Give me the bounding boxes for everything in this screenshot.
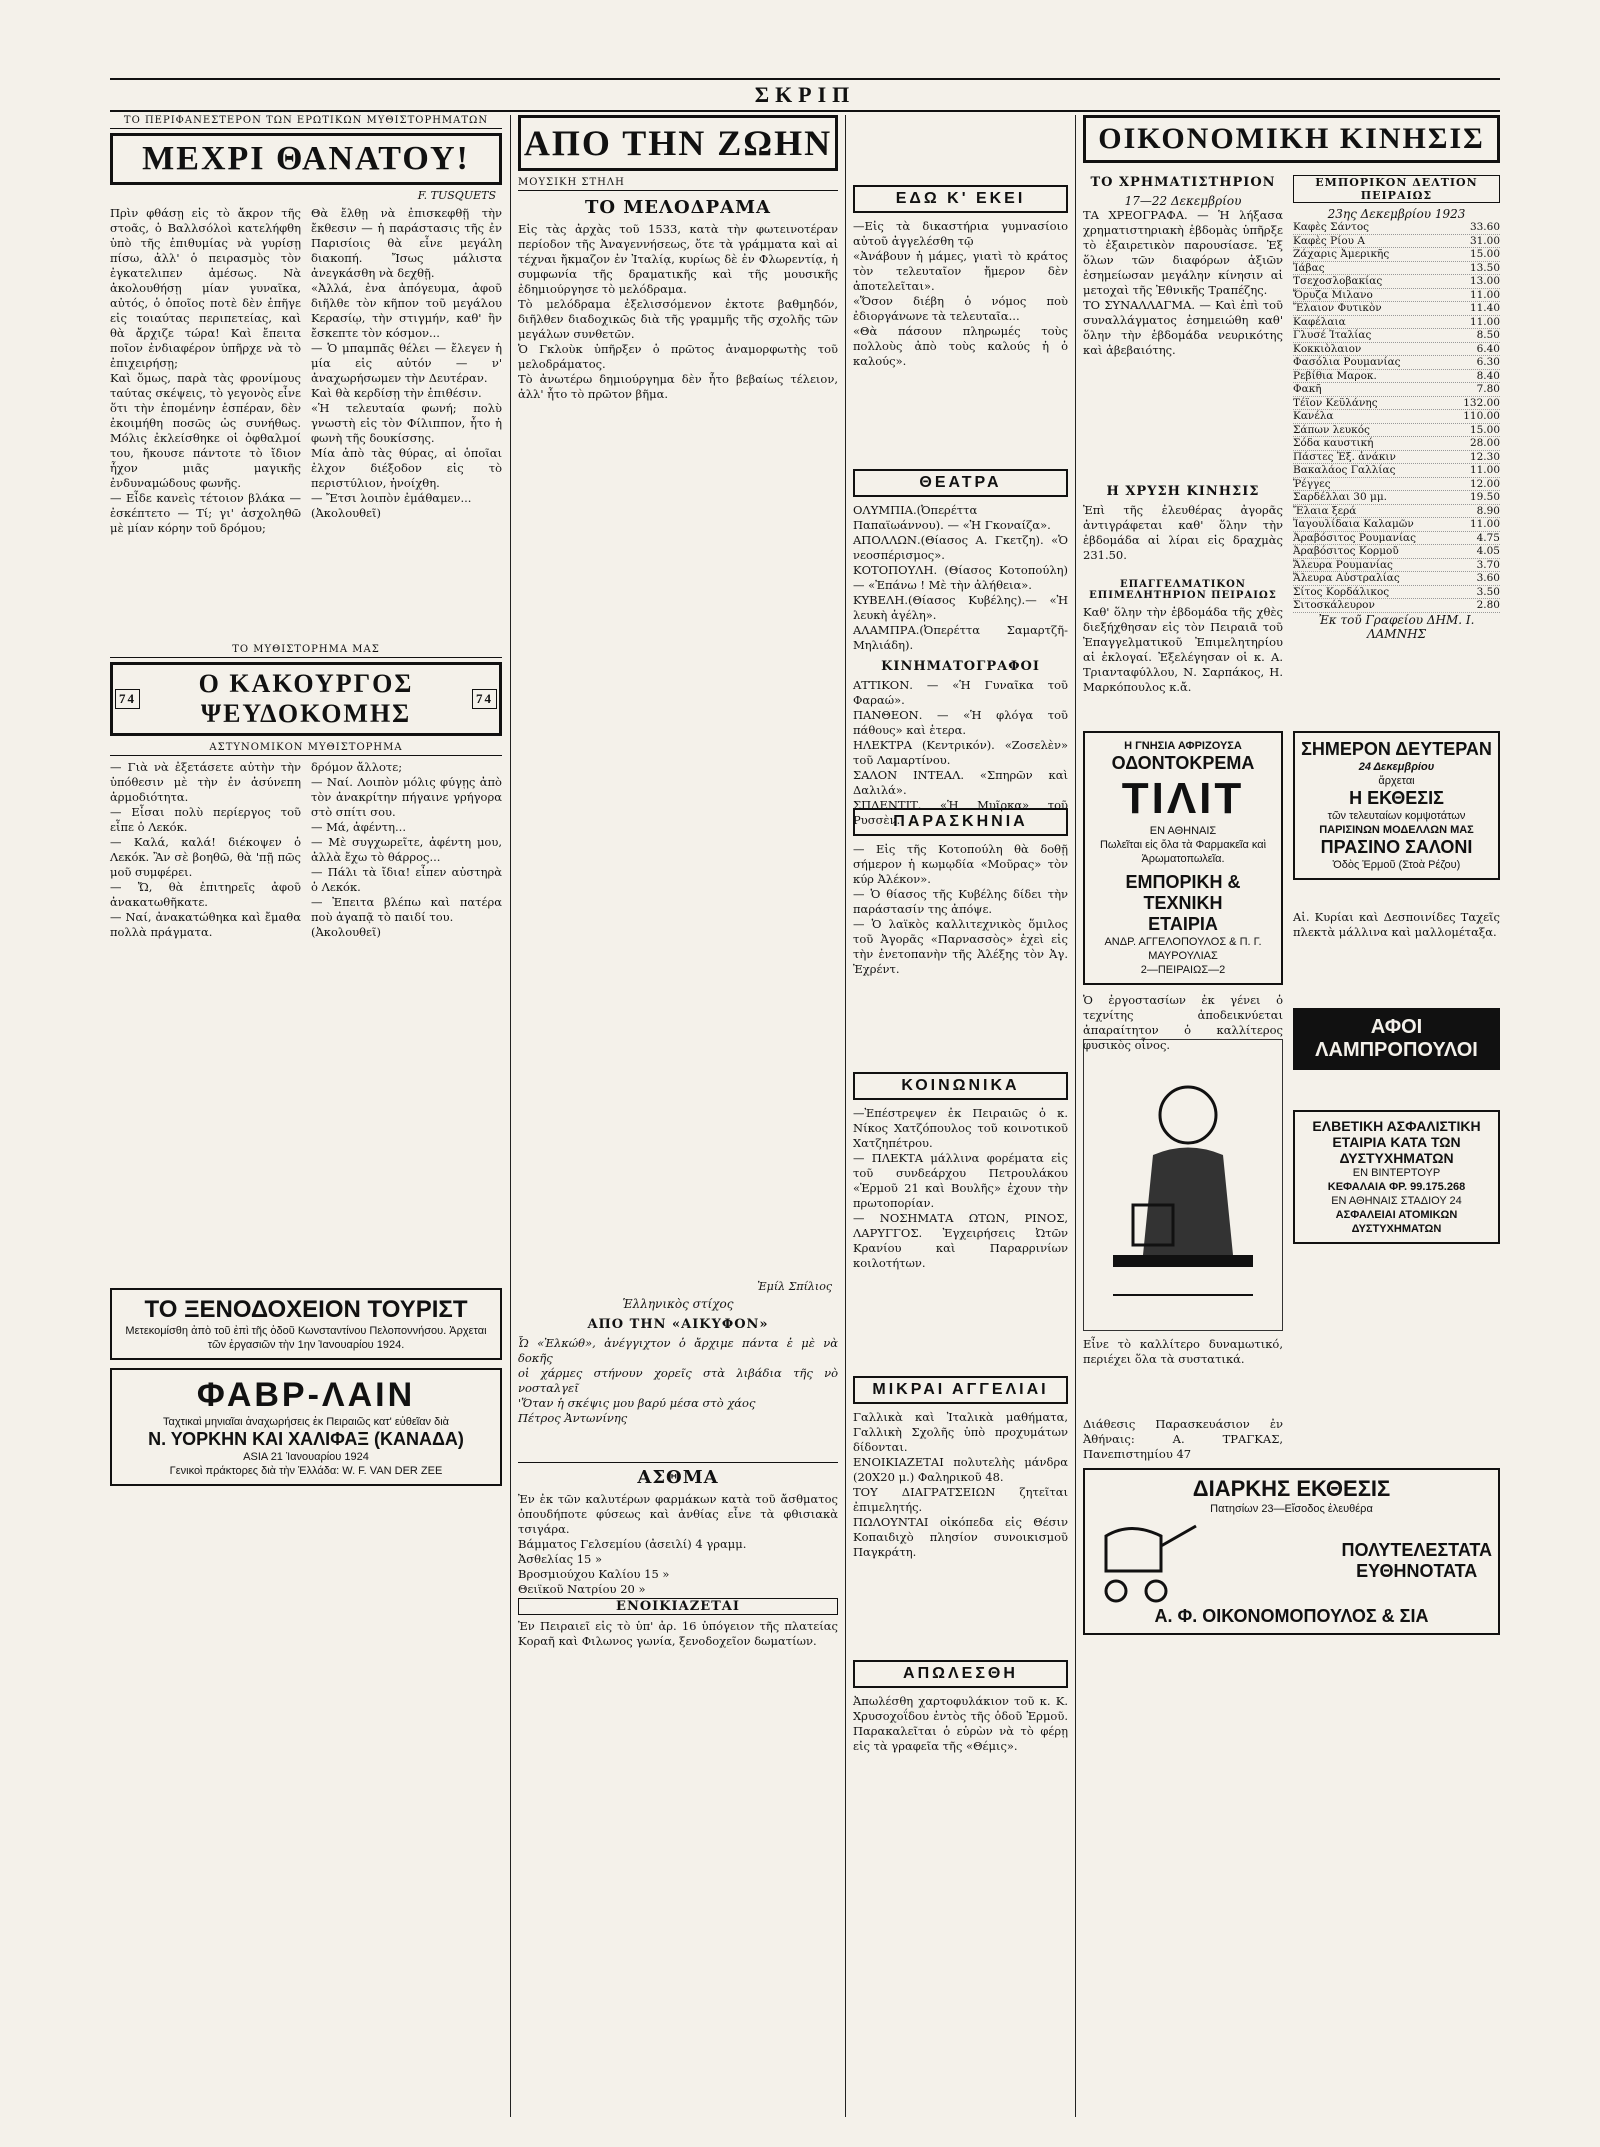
price-value: 15.00 <box>1469 248 1500 260</box>
novel-title: Ο ΚΑΚΟΥΡΓΟΣ ΨΕΥΔΟΚΟΜΗΣ <box>198 669 414 728</box>
company-a: ΕΜΠΟΡΙΚΗ & ΤΕΧΝΙΚΗ <box>1125 872 1241 913</box>
price-item: Ῥέγγες <box>1293 477 1331 490</box>
prices-date: 23ης Δεκεμβρίου 1923 <box>1327 207 1466 221</box>
gold-title: Η ΧΡΥΣΗ ΚΙΝΗΣΙΣ <box>1106 484 1260 499</box>
theatre-text: ΟΛΥΜΠΙΑ.(Ὀπερέττα Παπαϊωάννου). — «Ἡ Γκοναίζα». ΑΠΟΛΛΩΝ.(Θίασος Α. Γκετζη). «Ὁ νεοσπέρισμος». ΚΟΤΟΠΟΥΛΗ. (Θίασος Κοτοπούλη) — «Ἐπάνω ! Μὲ τὴν ἀλήθεια». ΚΥΒΕΛΗ.(Θίασος Κυβέλης).— «Ἡ λευκὴ ἀγέλη». ΑΛΑΜΠΡΑ.(Ὀπερέττα Σαμαρτζῆ-Μηλιάδη). <box>853 503 1068 652</box>
exhibit-d: ΠΑΡΙΣΙΝΩΝ ΜΟΔΕΛΛΩΝ ΜΑΣ <box>1319 824 1474 836</box>
insurance-foot: ΑΣΦΑΛΕΙΑΙ ΑΤΟΜΙΚΩΝ ΔΥΣΤΥΧΗΜΑΤΩΝ <box>1335 1209 1458 1235</box>
bourse-column <box>1083 169 1283 715</box>
price-row <box>1293 289 1500 303</box>
price-row <box>1293 370 1500 384</box>
price-value: 11.40 <box>1469 302 1500 314</box>
price-item: Τέϊον Κεϋλάνης <box>1293 396 1378 409</box>
poem-title: ΑΠΟ ΤΗΝ «ΑΙΚΥΦΟΝ» <box>587 1317 769 1332</box>
price-row <box>1293 262 1500 276</box>
novel-kicker: ΤΟ ΜΥΘΙΣΤΟΡΗΜΑ ΜΑΣ <box>110 644 502 658</box>
price-row <box>1293 437 1500 451</box>
price-value: 11.00 <box>1469 464 1500 476</box>
price-row <box>1293 316 1500 330</box>
price-row <box>1293 383 1500 397</box>
price-value: 8.90 <box>1476 504 1500 517</box>
price-item: Ζάχαρις Ἀμερικῆς <box>1293 248 1390 260</box>
price-value: 2.80 <box>1476 599 1500 611</box>
price-row <box>1293 343 1500 357</box>
price-item: Ἰαγουλίδαια Καλαμῶν <box>1293 518 1414 530</box>
price-value: 13.00 <box>1469 275 1500 287</box>
price-row <box>1293 302 1500 316</box>
pram-body <box>1091 1516 1492 1606</box>
price-value: 28.00 <box>1469 437 1500 449</box>
price-item: Σαρδέλλαι 30 μμ. <box>1293 491 1387 503</box>
price-row <box>1293 518 1500 532</box>
price-value: 6.30 <box>1476 356 1500 368</box>
pram-head: ΔΙΑΡΚΗΣ ΕΚΘΕΣΙΣ <box>1192 1476 1391 1501</box>
price-row <box>1293 545 1500 559</box>
price-row <box>1293 235 1500 249</box>
price-item: Ἄλευρα Αὐστραλίας <box>1293 572 1400 584</box>
price-row <box>1293 221 1500 235</box>
masthead <box>110 78 1500 112</box>
chamber-title: ΕΠΑΓΓΕΛΜΑΤΙΚΟΝ ΕΠΙΜΕΛΗΤΗΡΙΟΝ ΠΕΙΡΑΙΩΣ <box>1089 579 1277 601</box>
social-text: —Ἐπέστρεψεν ἐκ Πειραιῶς ὁ κ. Νίκος Χατζόπουλος τοῦ κοινοτικοῦ Χατζηπέτρου. — ΠΛΕΚΤΑ μάλλινα φορέματα εἰς τοῦ συνδεάρχου Πετρουλάκου «Ἑρμοῦ 21 καὶ Βουλῆς» ἐχουν τὴν πρωτοπορίαν. — ΝΟΣΗΜΑΤΑ ΩΤΩΝ, ΡΙΝΟΣ, ΛΑΡΥΓΓΟΣ. Ἐγχειρήσεις Ὠτῶν Κρανίου καὶ Παραρρινίων κοιλοτήτων. <box>853 1106 1068 1270</box>
prices-title: ΕΜΠΟΡΙΚΟΝ ΔΕΛΤΙΟΝ ΠΕΙΡΑΙΩΣ <box>1293 175 1500 203</box>
wine-text: Ὁ ἐργοστασίων ἐκ γένει ὁ τεχνίτης ἀποδεικνύεται ἀπαραίτητον ὁ καλλίτερος φυσικὸς οἶνος. <box>1083 993 1283 1052</box>
exhibit-date: 24 Δεκεμβρίου <box>1358 761 1435 773</box>
price-item: Ἄλευρα Ρουμανίας <box>1293 558 1393 571</box>
price-row <box>1293 248 1500 262</box>
price-item: Φακῆ <box>1293 383 1322 395</box>
novel-headline <box>110 662 502 736</box>
pharmacist-illustration <box>1083 1039 1283 1331</box>
price-value: 11.00 <box>1469 288 1500 301</box>
serial-byline: F. TUSQUETS <box>417 189 496 202</box>
price-value: 11.00 <box>1469 315 1500 328</box>
poem-kicker: Ἑλληνικὸς στίχος <box>622 1297 734 1311</box>
prices-footer: Ἐκ τοῦ Γραφείου ΔΗΜ. Ι. ΛΑΜΝΗΣ <box>1318 612 1475 641</box>
masthead-title: ΣΚΡΙΠ <box>754 82 856 107</box>
price-item: Ἰάβας <box>1293 261 1325 274</box>
pram-b: ΕΥΘΗΝΟΤΑΤΑ <box>1356 1561 1478 1581</box>
here-there-head: ΕΔΩ Κ' ΕΚΕΙ <box>853 185 1068 213</box>
bourse-text: ΤΑ ΧΡΕΟΓΡΑΦΑ. — Ἡ λήξασα χρηματιστηριακὴ ἑβδομὰς ὑπῆρξε τὸ ἐξαιρετικὸν παρουσίασε. Ἐξ ὅλων τῶν διαφόρων ἀξιῶν ἐσημείωσαν μεγάλην κίνησιν αἱ μετοχαὶ τῆς Ἐθνικῆς Τραπέζης. ΤΟ ΣΥΝΑΛΛΑΓΜΑ. — Καὶ ἐπὶ τοῦ συναλλάγματος ἐσημειώθη καθ' ὅλην τὴν ἑβδομάδα νευρικότης καὶ ἀβεβαιότης. <box>1083 208 1283 357</box>
shipping-ad-title: ΦΑΒΡ-ΛΑΙΝ <box>196 1376 416 1414</box>
price-item: Καφὲς Σάντος <box>1293 221 1370 233</box>
serial-text-left: Πρὶν φθάσῃ εἰς τὸ ἄκρον τῆς στοᾶς, ὁ Βαλλσόλοὶ κατελήφθη ὑπὸ τῆς ἐπιθυμίας νὰ γυρίσῃ πίσω, ἀλλ' ὁ πειρασμὸς τὸν ἐγκατελιπεν ἀμέσως. Νὰ ἀκολουθήσῃ μίαν γυναῖκα, αὐτός, ὁ ὁποῖος ποτὲ δὲν ἐπῆγε εἰς τοιαύτας περιπετείας, καὶ θὰ ἄρχιζε τώρα! Καὶ ἔπειτα ποῖον ἐνδιαφέρον ὑπῆρχε νὰ τὸ ἐπιχειρήσῃ; Καὶ ὅμως, παρὰ τὰς φρονίμους ταύτας σκέψεις, τὸ γεγονὸς εἶνε ὅτι τὴν ἐπομένην ἑσπέραν, δὲν ἐκοιμήθη ποσῶς ὡς συνήθως. Μόλις ἐκλείσθηκε οἱ ὀφθαλμοί του, ἤκουσε πάντοτε τὸ ἴδιον ἦχον μιᾶς μαγικῆς ἐνδυναμώδους φωνῆς. — Εἶδε κανεὶς τέτοιον βλάκα — ἐσκέπτετο — Τί; γι' ἀσχοληθῶ μὲ μίαν κόρην τοῦ δρόμου; <box>110 206 301 535</box>
insurance-title: ΕΛΒΕΤΙΚΗ ΑΣΦΑΛΙΣΤΙΚΗ ΕΤΑΙΡΙΑ ΚΑΤΑ ΤΩΝ ΔΥΣΤΥΧΗΜΑΤΩΝ <box>1312 1118 1481 1166</box>
shipping-ad-ship: ASIA 21 Ἰανουαρίου 1924 <box>243 1451 369 1463</box>
asthma-title: ΑΣΘΜΑ <box>518 1462 838 1488</box>
toothpaste-top: Η ΓΝΗΣΙΑ ΑΦΡΙΖΟΥΣΑ <box>1124 740 1242 752</box>
lost-text: Ἀπωλέσθη χαρτοφυλάκιον τοῦ κ. Κ. Χρυσοχοΐδου ἐντὸς τῆς ὁδοῦ Ἑρμοῦ. Παρακαλεῖται ὁ εὑρὼν νὰ τὸ φέρῃ εἰς τὰ γραφεῖα τῆς «Θέμις». <box>853 1694 1068 1753</box>
novel-body <box>110 760 502 1280</box>
novel-number: 74 <box>115 689 140 709</box>
ads-right <box>1293 723 1500 1462</box>
bourse-date: 17—22 Δεκεμβρίου <box>1124 194 1242 208</box>
economy-ads <box>1083 723 1500 1462</box>
price-item: Σιτοσκάλευρον <box>1293 599 1375 611</box>
music-title: ΤΟ ΜΕΛΟΔΡΑΜΑ <box>585 197 771 218</box>
price-value: 3.50 <box>1476 585 1500 598</box>
column-life <box>518 115 838 1649</box>
price-item: Βακαλάος Γαλλίας <box>1293 464 1396 476</box>
price-row <box>1293 356 1500 370</box>
price-value: 3.60 <box>1476 572 1500 584</box>
company-c: ΑΝΔΡ. ΑΓΓΕΛΟΠΟΥΛΟΣ & Π. Γ. ΜΑΥΡΟΥΛΙΑΣ <box>1104 936 1262 962</box>
price-row <box>1293 532 1500 546</box>
price-row <box>1293 505 1500 519</box>
toothpaste-brand: ΤΙΛΙΤ <box>1121 774 1245 823</box>
exhibit-b: Η ΕΚΘΕΣΙΣ <box>1349 788 1444 808</box>
price-row <box>1293 397 1500 411</box>
price-item: Ἔλαια ξερά <box>1293 504 1357 517</box>
toothpaste-city: ΕΝ ΑΘΗΝΑΙΣ <box>1149 825 1217 837</box>
insurance-office: ΕΝ ΑΘΗΝΑΙΣ ΣΤΑΔΙΟΥ 24 <box>1331 1195 1462 1207</box>
price-row <box>1293 275 1500 289</box>
pram-ad <box>1083 1468 1500 1635</box>
shipping-ad <box>110 1368 502 1486</box>
shipping-ad-destination: Ν. ΥΟΡΚΗΝ ΚΑΙ ΧΑΛΙΦΑΞ (ΚΑΝΑΔΑ) <box>148 1429 464 1449</box>
company-d: 2—ΠΕΙΡΑΙΩΣ—2 <box>1140 964 1226 976</box>
insurance-capital: ΚΕΦΑΛΑΙΑ ΦΡ. 99.175.268 <box>1327 1181 1466 1193</box>
price-item: Σίτος Κορδάλικος <box>1293 585 1390 598</box>
toothpaste-ad <box>1083 731 1283 985</box>
chamber-text: Καθ' ὅλην τὴν ἑβδομάδα τῆς χθὲς διεξήχθησαν εἰς τὸν Πειραιᾶ τοῦ Ἐπαγγελματικοῦ Ἐπιμελητηρίου αἱ ἐκλογαί. Ἐξελέγησαν οἱ κ. Α. Τριανταφύλλου, Ν. Σαρπάκος, Η. Μαρκόπουλος κ.ἄ. <box>1083 605 1283 694</box>
price-item: Γλυσέ Ἰταλίας <box>1293 329 1372 341</box>
price-item: Καφέλαια <box>1293 315 1346 328</box>
novel-subtitle: ΑΣΤΥΝΟΜΙΚΟΝ ΜΥΘΙΣΤΟΡΗΜΑ <box>110 742 502 756</box>
price-item: Φασόλια Ρουμανίας <box>1293 356 1401 368</box>
novel-number: 74 <box>472 689 497 709</box>
price-value: 33.60 <box>1469 221 1500 233</box>
classified-head: ΜΙΚΡΑΙ ΑΓΓΕΛΙΑΙ <box>853 1376 1068 1404</box>
price-list <box>1293 221 1500 613</box>
price-value: 7.80 <box>1476 383 1500 395</box>
drug-agent: Διάθεσις Παρασκευάσιον ἐν Ἀθήναις: Α. ΤΡΑΓΚΑΣ, Πανεπιστημίου 47 <box>1083 1417 1283 1461</box>
price-item: Ἔλαιον Φυτικὸν <box>1293 302 1382 314</box>
novel-text-right: δρόμον ἄλλοτε; — Ναί. Λοιπὸν μόλις φύγῃς ἀπὸ τὸν ἀνακρίτην πήγαινε γρήγορα στὸ σπίτι σου. — Μά, ἀφέντη... — Μὲ συγχωρεῖτε, ἀφέντη μου, ἀλλὰ ἔχω τὸ θάρρος... — Πάλι τὰ ἴδια! εἶπεν αὐστηρὰ ὁ Λεκόκ. — Ἐπειτα βλέπω καὶ πατέρα ποὺ ἀγαπᾷ τὸ παιδί του. (Ἀκολουθεῖ) <box>311 760 502 939</box>
pram-brand: Α. Φ. ΟΙΚΟΝΟΜΟΠΟΥΛΟΣ & ΣΙΑ <box>1154 1606 1429 1626</box>
price-item: Καφὲς Ρίου Α <box>1293 234 1365 247</box>
hotel-ad-title: ΤΟ ΞΕΝΟΔΟΧΕΙΟΝ ΤΟΥΡΙΣΤ <box>144 1296 468 1323</box>
price-value: 4.05 <box>1476 545 1500 557</box>
classified-text: Γαλλικὰ καὶ Ἰταλικὰ μαθήματα, Γαλλικὴ Σχολῆς ὑπὸ προχυμάτων δίδονται. ΕΝΟΙΚΙΑΖΕΤΑΙ πολυτελὴς μάνδρα (20Χ20 μ.) Φαληρικοῦ 48. ΤΟΥ ΔΙΑΓΡΑΤΣΕΙΩΝ ζητεῖται ἐπιμελητής. ΠΩΛΟΥΝΤΑΙ οἰκόπεδα εἰς Θέσιν Κοπαιδιχὸ πλησίον συνοικισμοῦ Παγκράτη. <box>853 1410 1068 1559</box>
price-value: 31.00 <box>1469 234 1500 247</box>
yarn-brand: ΑΦΟΙ ΛΑΜΠΡΟΠΟΥΛΟΙ <box>1315 1016 1478 1061</box>
serial-headline: ΜΕΧΡΙ ΘΑΝΑΤΟΥ! <box>110 133 502 185</box>
exhibit-c: τῶν τελευταίων κομψοτάτων <box>1327 810 1466 822</box>
price-item: Ἀραβόσιτος Κορμοῦ <box>1293 545 1399 557</box>
price-row <box>1293 410 1500 424</box>
price-row <box>1293 586 1500 600</box>
price-row <box>1293 451 1500 465</box>
price-value: 8.40 <box>1476 369 1500 382</box>
price-value: 12.00 <box>1469 477 1500 490</box>
life-headline: ΑΠΟ ΤΗΝ ΖΩΗΝ <box>518 115 838 171</box>
pram-a: ΠΟΛΥΤΕΛΕΣΤΑΤΑ <box>1341 1540 1492 1560</box>
music-text: Εἰς τὰς ἀρχὰς τοῦ 1533, κατὰ τὴν φωτεινοτέραν περίοδον τῆς Ἀναγεννήσεως, ὅτε τὰ γράμματα καὶ αἱ τέχναι ἤκμαζον ἐν Ἰταλίᾳ, κυρίως δὲ ἐν Φλωρεντίᾳ, ἡ συμφωνία τῆς δραματικῆς καὶ τῆς μουσικῆς ἐδημιούργησε τὸ μελόδραμα. Τὸ μελόδραμα ἐξελισσόμενον ἐκτοτε βαθμηδόν, διῆλθεν διαδοχικῶς διὰ τῆς γραμμῆς τῆς σχολῆς τῶν μεγάλων συνθετῶν. Ὁ Γκλοὺκ ὑπῆρξεν ὁ πρῶτος ἀναμορφωτὴς τοῦ μελοδράματος. Τὸ ἀνωτέρω δημιούργημα δὲν ἦτο βεβαίως τέλειον, ἀλλ' ἦτο τὸ πρῶτον βῆμα. <box>518 222 838 401</box>
insurance-city: ΕΝ ΒΙΝΤΕΡΤΟΥΡ <box>1352 1167 1441 1179</box>
price-item: Ρεβίθια Μαροκ. <box>1293 369 1377 382</box>
pram-text <box>1341 1540 1492 1582</box>
price-row <box>1293 478 1500 492</box>
price-row <box>1293 491 1500 505</box>
music-signature: Ἐμίλ Σπίλιος <box>757 1280 832 1293</box>
price-row <box>1293 572 1500 586</box>
insurance-ad <box>1293 1110 1500 1244</box>
company-b: ΕΤΑΙΡΙΑ <box>1148 914 1218 934</box>
price-row <box>1293 559 1500 573</box>
price-item: Κανέλα <box>1293 410 1334 422</box>
prices-column <box>1293 169 1500 715</box>
serial-body <box>110 206 502 636</box>
price-item: Σόδα καυστική <box>1293 437 1374 449</box>
price-item: Ἀραβόσιτος Ρουμανίας <box>1293 531 1417 544</box>
poem-text: Ὦ «Ἐλκώθ», ἀνέγγιχτον ὁ ἄρχιμε πάντα ἐ μὲ νὰ δοκῆς οἱ χάρμες στήνουν χορεῖς στὰ λιβάδια τῆς νὸ νοσταλγεῖ 'Ὅταν ἡ σκέψις μου βαρύ μέσα στὸ χάος Πέτρος Ἀντωνίνης <box>518 1336 838 1425</box>
pram-icon <box>1091 1516 1211 1606</box>
exhibit-e: ΠΡΑΣΙΝΟ ΣΑΛΟΝΙ <box>1320 837 1473 857</box>
exhibit-head: ΣΗΜΕΡΟΝ ΔΕΥΤΕΡΑΝ <box>1301 739 1492 759</box>
lost-head: ΑΠΩΛΕΣΘΗ <box>853 1660 1068 1688</box>
toothpaste-text: Πωλεῖται εἰς ὅλα τὰ Φαρμακεῖα καὶ Ἀρωματοπωλεῖα. <box>1099 839 1267 865</box>
column-rule <box>510 115 511 2117</box>
yarn-brand-ad <box>1293 1008 1500 1070</box>
column-misc <box>853 125 1068 1754</box>
pram-address: Πατησίων 23—Εἴσοδος ἐλευθέρα <box>1210 1503 1373 1515</box>
economy-body <box>1083 169 1500 715</box>
serial-kicker: ΤΟ ΠΕΡΙΦΑΝΕΣΤΕΡΟΝ ΤΩΝ ΕΡΩΤΙΚΩΝ ΜΥΘΙΣΤΟΡΗΜΑΤΩΝ <box>110 115 502 129</box>
price-value: 4.75 <box>1476 531 1500 544</box>
price-row <box>1293 424 1500 438</box>
rent-text: Ἐν Πειραιεῖ εἰς τὸ ὑπ' ἀρ. 16 ὑπόγειον τῆς πλατείας Κοραῆ καὶ Φιλωνος γωνία, ξενοδοχεῖον δωματίων. <box>518 1619 838 1648</box>
exhibit-f: Ὁδὸς Ἑρμοῦ (Στοὰ Ρέζου) <box>1332 859 1461 871</box>
exhibit-a: ἄρχεται <box>1378 775 1415 787</box>
hotel-ad-text: Μετεκομίσθη ἀπὸ τοῦ ἐπὶ τῆς ὁδοῦ Κωνσταντίνου Πελοποννήσου. Ἀρχεται τῶν ἐργασιῶν τὴν 1ην Ἰανουαρίου 1924. <box>125 1325 487 1351</box>
backstage-head: ΠΑΡΑΣΚΗΝΙΑ <box>853 808 1068 836</box>
price-row <box>1293 599 1500 613</box>
serial-text-right: Θὰ ἔλθῃ νὰ ἐπισκεφθῇ τὴν ἔκθεσιν — ἡ παράστασις τῆς ἐν Παρισίοις θὰ εἶνε μεγάλη διακοπή. Ἴσως μάλιστα ἀνεγκάσθη νὰ δεχθῇ. «Ἀλλά, ἐνα ἀπόγευμα, ἀφοῦ διῆλθε τὸν κῆπον τοῦ μεγάλου Κερασίῳ, τὴν στιγμήν, καθ' ἣν ἔσκεπτε τὸν κόσμον... — Ὁ μπαμπᾶς θέλει — ἔλεγεν ἡ μία εἰς αὐτόν — ν' ἀναχωρήσωμεν τὴν Δευτέραν. Καὶ θὰ κερδίσῃ τὴν ἐπιθέσιν. «Ἡ τελευταία φωνή; πολὺ γνωστὴ εἰς τὸν Φίλιππον, ἦτο ἡ φωνὴ τῆς δουκίσσης. Μία ἀπὸ τὰς θύρας, αἱ ὁποῖαι ἐλχον διέξοδον εἰς τὸ περιστύλιον, ἠνοίχθη. — Ἔτσι λοιπὸν ἐμάθαμεν... (Ἀκολουθεῖ) <box>311 206 502 520</box>
hotel-ad <box>110 1288 502 1360</box>
column-rule <box>845 115 846 2117</box>
cinema-head: ΚΙΝΗΜΑΤΟΓΡΑΦΟΙ <box>881 659 1040 674</box>
bourse-title: ΤΟ ΧΡΗΜΑΤΙΣΤΗΡΙΟΝ <box>1090 175 1276 190</box>
music-kicker: ΜΟΥΣΙΚΗ ΣΤΗΛΗ <box>518 177 838 191</box>
theatre-head: ΘΕΑΤΡΑ <box>853 469 1068 497</box>
price-value: 110.00 <box>1463 410 1500 422</box>
price-value: 13.50 <box>1469 261 1500 274</box>
price-value: 15.00 <box>1469 423 1500 436</box>
asthma-text: Ἐν ἐκ τῶν καλυτέρων φαρμάκων κατὰ τοῦ ἄσθματος ὁπουδήποτε φύσεως καὶ ἀνθίας εἶνε τὰ φθισιακὰ τσιγάρα. Βάμματος Γελσεμίου (ἀσειλί) 4 γραμμ. Ἀσθελίας 15 » Βροσμιούχου Καλίου 15 » Θειϊκοῦ Νατρίου 20 » <box>518 1492 838 1596</box>
novel-text-left: — Γιὰ νὰ ἐξετάσετε αὐτὴν τὴν ὑπόθεσιν μὲ τὴν ἐν ἀσύνεπη ἀρμοδιότητα. — Εἶσαι πολὺ περίεργος τοῦ εἶπε ὁ Λεκόκ. — Καλά, καλά! διέκοψεν ὁ Λεκόκ. Ἂν σὲ βοηθῶ, θὰ 'πῇ πῶς μοῦ συμφέρει. — Ὤ, θὰ ἐπιτηρεῖς ἀφοῦ ἀνακατωθῆκατε. — Ναί, ἀνακατώθηκα καὶ ἔμαθα πολλὰ πράγματα. <box>110 760 301 939</box>
column-rule <box>1075 115 1076 2117</box>
exhibit-ad <box>1293 731 1500 880</box>
price-row <box>1293 329 1500 343</box>
social-head: ΚΟΙΝΩΝΙΚΑ <box>853 1072 1068 1100</box>
price-row <box>1293 464 1500 478</box>
shipping-ad-agent: Γενικοὶ πράκτορες διὰ τὴν Ἑλλάδα: W. F. VAN DER ZEE <box>169 1465 443 1477</box>
price-item: Πάστες Ἐξ. ἀνάκιν <box>1293 450 1396 463</box>
gold-text: Ἐπὶ τῆς ἐλευθέρας ἀγορᾶς ἀντιγράφεται καθ' ὅλην τὴν ἑβδομάδα αἱ λίραι εἰς δραχμὰς 231.50. <box>1083 503 1283 562</box>
price-value: 19.50 <box>1469 491 1500 503</box>
price-value: 132.00 <box>1463 396 1500 409</box>
ads-left <box>1083 723 1283 1462</box>
drug-ad-text: Εἶνε τὸ καλλίτερο δυναμωτικό, περιέχει ὅλα τὰ συστατικά. <box>1083 1337 1283 1366</box>
rent-title: ΕΝΟΙΚΙΑΖΕΤΑΙ <box>518 1598 838 1615</box>
backstage-text: — Εἰς τῆς Κοτοπούλη θὰ δοθῇ σήμερον ἡ κωμῳδία «Μοῦρας» τὸν κύρ Ἀλέκον». — Ὁ θίασος τῆς Κυβέλης δίδει τὴν παράστασίν της ἀπόψε. — Ὁ λαϊκὸς καλλιτεχνικὸς ὅμιλος τοῦ Ἀγορᾶς «Παρνασσὸς» ἐχεὶ εἰς τὴν ἐνετοπανὴν τῆς Ἀλέξης τὸν Ἀγ. Ἐχρέντ. <box>853 842 1068 976</box>
price-value: 3.70 <box>1476 558 1500 571</box>
price-value: 11.00 <box>1469 518 1500 530</box>
economy-headline: ΟΙΚΟΝΟΜΙΚΗ ΚΙΝΗΣΙΣ <box>1083 115 1500 163</box>
price-item: Κοκκιὸλαιον <box>1293 342 1362 355</box>
price-value: 8.50 <box>1476 329 1500 341</box>
price-item: Σάπων λευκός <box>1293 423 1370 436</box>
column-novels <box>110 115 502 1494</box>
pharmacist-icon <box>1093 1055 1273 1315</box>
price-item: Ὄρυζα Μιλανο <box>1293 288 1373 301</box>
yarn-text: Αἰ. Κυρίαι καὶ Δεσποινίδες Ταχεῖς πλεκτὰ μάλλινα καὶ μαλλομέταξα. <box>1293 910 1500 939</box>
shipping-ad-text: Ταχτικαὶ μηνιαῖαι ἀναχωρήσεις ἐκ Πειραιῶς κατ' εὐθεῖαν διὰ <box>162 1416 450 1428</box>
column-economy <box>1083 115 1500 1643</box>
price-value: 12.30 <box>1469 450 1500 463</box>
cinema-text: ΑΤΤΙΚΟΝ. — «Ἡ Γυναῖκα τοῦ Φαραώ». ΠΑΝΘΕΟΝ. — «Ἡ φλόγα τοῦ πάθους» καὶ ἑτερα. ΗΛΕΚΤΡΑ (Κεντρικόν). «Ζοσελὲν» τοῦ Λαμαρτίνου. ΣΑΛΟΝ ΙΝΤΕΑΛ. «Σπηρῶν καὶ Δαλιλά». ΣΠΛΕΝΤΙΤ. «Ἡ Μυῖρκα» τοῦ Ρυσσὲν. <box>853 678 1068 827</box>
price-value: 6.40 <box>1476 342 1500 355</box>
here-there-text: —Εἰς τὰ δικαστήρια γυμνασίοιο αὐτοῦ ἀγγελέσθη τῷ «Ἀνάβουν ἡ μάμες, γιατὶ τὸ κράτος τὸν τελευταῖον ἤμερον δὲν ἀποτελεῖται». «Ὅσον διέβη ὁ νόμος ποὺ ἐδιοργάνωνε τὰ τελευταῖα... «Θὰ πάσουν πληρωμές τοὺς πολλοὺς ἀπὸ τοὺς καλούς ἡ ὁ καλούς». <box>853 219 1068 368</box>
toothpaste-mid: ΟΔΟΝΤΟΚΡΕΜΑ <box>1111 753 1255 773</box>
price-item: Τσεχοσλοβακίας <box>1293 275 1383 287</box>
